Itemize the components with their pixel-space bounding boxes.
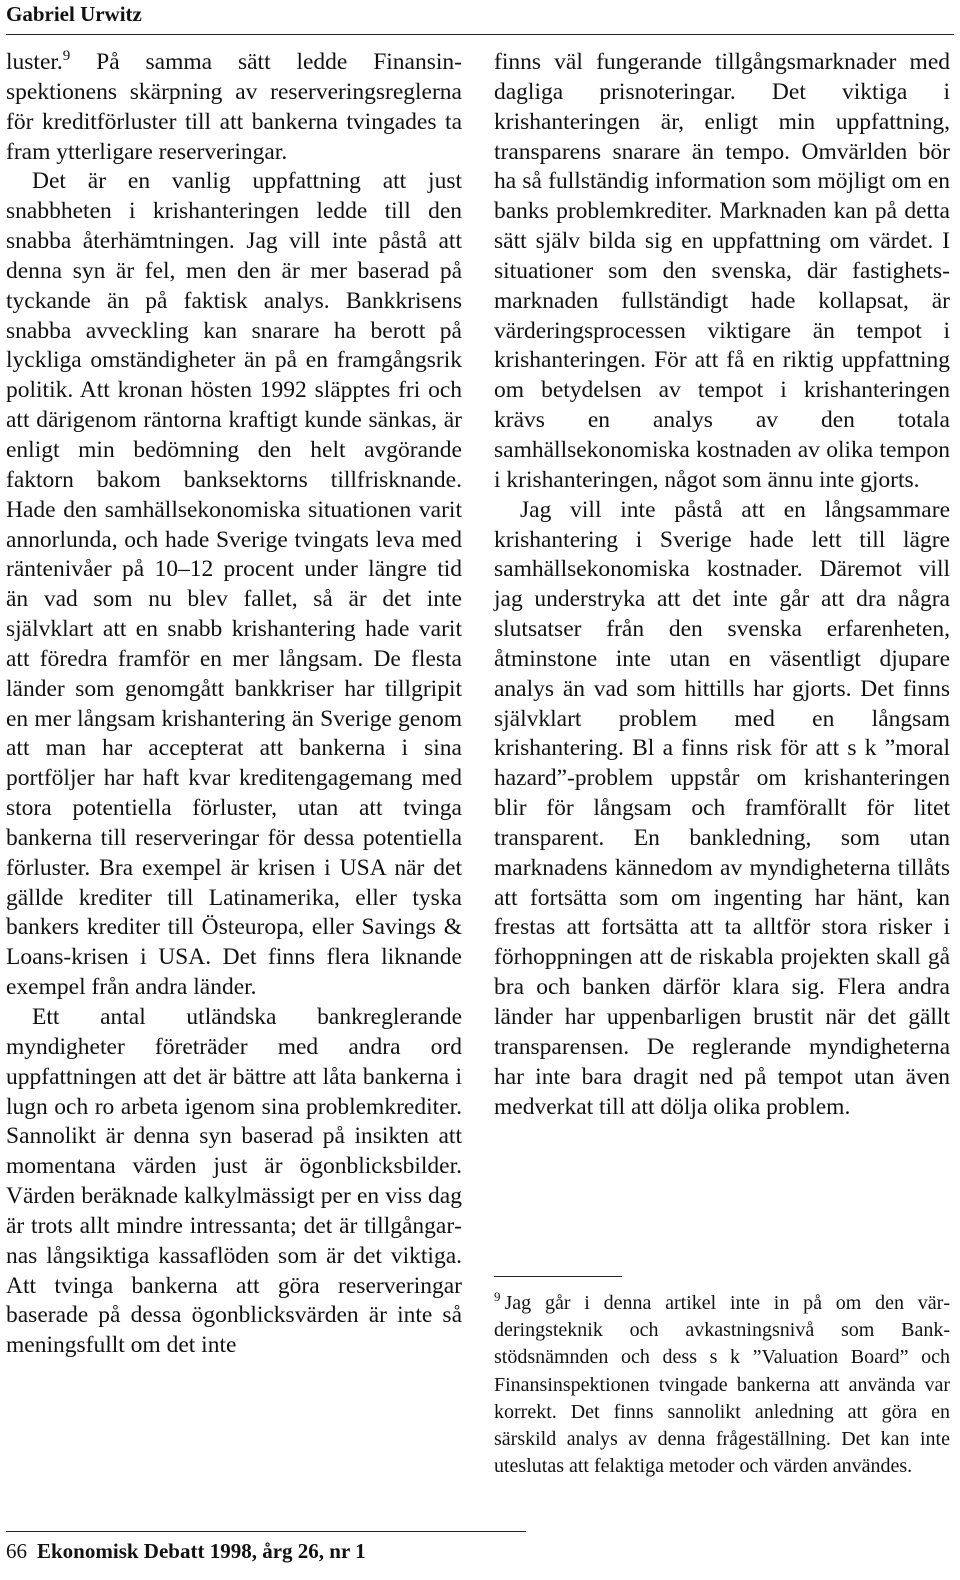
footer-rule — [6, 1531, 526, 1532]
running-head-author: Gabriel Urwitz — [6, 2, 142, 26]
footnote-number: 9 — [494, 1289, 501, 1305]
right-paragraph-1: finns väl fungerande tillgångsmarknader med dagliga prisnoteringar. Det viktiga i krishanteringen är, enligt min uppfattning, transparens snarare än tempo. Omvärlden bör ha så fullständig information som möjligt om en banks problemkrediter. Marknaden kan på detta sätt själv bilda sig en uppfattning om värdet. I situationer som den svenska, där fastighetsmarknaden fullständigt hade kollapsat, är värderingsprocessen viktigare än tempot i krishanteringen. För att få en riktig uppfattning om betydelsen av tempot i krishanteringen krävs en analys av den totala samhällsekonomiska kostnaden av olika tempon i krishanteringen, något som ännu inte gjorts. — [494, 49, 950, 493]
left-paragraph-1 — [6, 48, 462, 167]
left-paragraph-2: Det är en vanlig uppfattning att just snabbheten i krishanteringen ledde till den snabba återhämtningen. Jag vill inte påstå att denna syn är fel, men den är mer baserad på tyckande än på faktisk analys. Bankkrisens snabba avveckling kan snarare ha berott på lyckliga omständigheter än på en framgångsrik politik. Att kronan hösten 1992 släpptes fri och att därigenom räntorna kraftigt kunde sänkas, är enligt min bedömning den helt avgörande faktorn bakom banksektorns tillfrisknande. Hade den samhällsekonomiska situationen varit annorlunda, och hade Sverige tvingats leva med räntenivåer på 10–12 procent under längre tid än vad som nu blev fallet, så är det inte självklart att en snabb krishantering hade varit att föredra framför en mer långsam. De flesta länder som genomgått bankkriser har tillgripit en mer långsam krishantering än Sverige genom att man har accepterat att bankerna i sina portföljer har haft kvar kreditengagemang med stora potentiella förluster, utan att tvinga bankerna till reserveringar för dessa potentiella förluster. Bra exempel är krisen i USA när det gällde krediter till Latinamerika, eller tyska bankers krediter till Östeuropa, eller Savings & Loans-krisen i USA. Det finns flera liknande exempel från andra länder. — [6, 168, 462, 1001]
left-column — [6, 48, 462, 1361]
footnote-rule — [494, 1276, 622, 1277]
header-rule — [6, 34, 954, 35]
left-paragraph-3: Ett antal utländska bankreglerande myndigheter företräder med andra ord uppfattningen att det är bättre att låta bankerna i lugn och ro arbeta igenom sina problemkrediter. Sannolikt är denna syn baserad på insikten att momentana värden just är ögonblicksbilder. Värden beräknade kalkylmässigt per en viss dag är trots allt mindre intressanta; det är tillgångarnas långsiktiga kassaflöden som är det viktiga. Att tvinga bankerna att göra reserveringar baserade på dessa ögonblicksvärden är inte så meningsfullt om det inte — [6, 1004, 462, 1359]
page-footer — [6, 1539, 366, 1564]
paragraph-1-start: luster. — [6, 49, 63, 75]
page-number: 66 — [6, 1539, 27, 1563]
footnote-reference-9: 9 — [62, 48, 71, 65]
right-paragraph-2: Jag vill inte påstå att en långsammare krishantering i Sverige hade lett till lägre samhällsekonomiska kostnader. Däremot vill jag understryka att det inte går att dra några slutsatser från den svenska erfarenheten, åtminstone inte utan en väsentligt djupare analys än vad som hittills har gjorts. Det finns självklart problem med en långsam krishantering. Bl a finns risk för att s k ”moral hazard”-problem uppstår om krishanteringen blir för långsam och framförallt för litet transparent. En bankledning, som utan marknadens kännedom av myndigheterna tillåts att fortsätta som om ingenting har hänt, kan frestas att fortsätta att ta alltför stora risker i förhoppningen att de riskabla projekten skall gå bra och banken därför klara sig. Flera andra länder har uppenbarligen brustit när det gällt transparensen. De reglerande myndigheterna har inte bara dragit ned på tempot utan även medverkat till att dölja olika problem. — [494, 496, 950, 1120]
footnote-9 — [494, 1290, 950, 1480]
journal-citation: Ekonomisk Debatt 1998, årg 26, nr 1 — [37, 1539, 366, 1563]
right-column — [494, 48, 950, 1122]
paragraph-1-rest: På samma sätt ledde Finansinspektionens skärpning av reserveringsreglerna för kreditförluster till att bankerna tvingades ta fram ytterligare reserveringar. — [6, 49, 462, 165]
footnote-text: Jag går i denna artikel inte in på om den värderingsteknik och avkastningsnivå som Bankstödsnämnden och dess s k ”Valuation Board” och Finansinspektionen tvingade bankerna att använda var korrekt. Det finns sannolikt anledning att göra en särskild analys av denna frågeställning. Det kan inte uteslutas att felaktiga metoder och värden användes. — [494, 1292, 950, 1478]
